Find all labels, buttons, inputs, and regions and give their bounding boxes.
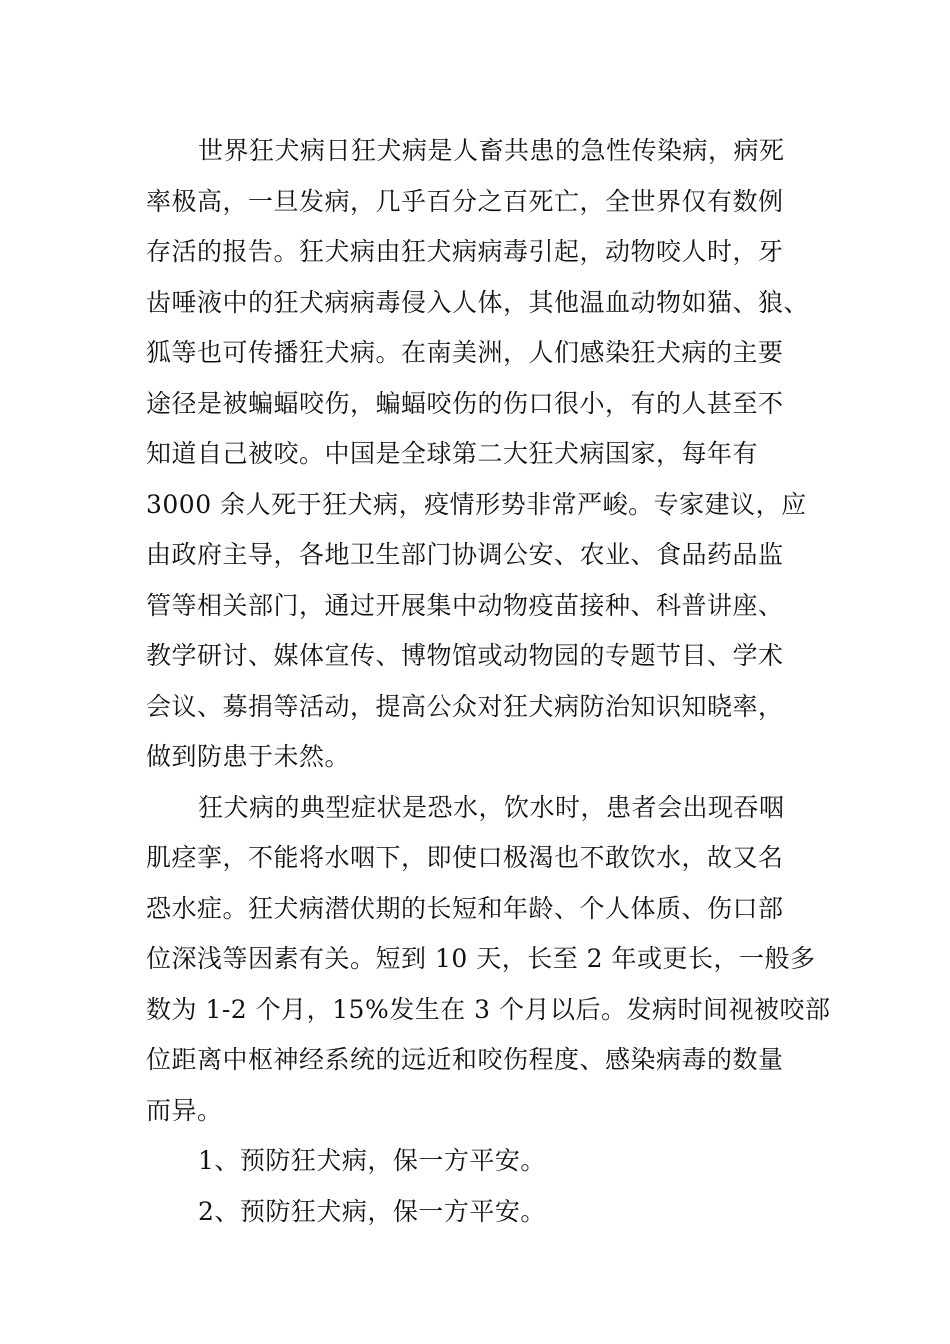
paragraph-line: 位深浅等因素有关。短到 10 天，长至 2 年或更长，一般多 [146, 944, 816, 973]
paragraph-line: 由政府主导，各地卫生部门协调公安、农业、食品药品监 [146, 540, 784, 569]
list-item: 1、预防狂犬病，保一方平安。 [198, 1146, 546, 1175]
paragraph-line: 教学研讨、媒体宣传、博物馆或动物园的专题节目、学术 [146, 641, 784, 670]
paragraph-line: 做到防患于未然。 [146, 742, 351, 771]
list-item: 2、预防狂犬病，保一方平安。 [198, 1196, 546, 1226]
paragraph-line: 齿唾液中的狂犬病病毒侵入人体，其他温血动物如猫、狼、 [146, 287, 810, 317]
paragraph-line: 知道自己被咬。中国是全球第二大狂犬病国家，每年有 [146, 439, 759, 468]
paragraph-line: 而异。 [146, 1095, 223, 1125]
paragraph-line: 位距离中枢神经系统的远近和咬伤程度、感染病毒的数量 [146, 1045, 784, 1074]
document-body [146, 126, 831, 1237]
paragraph-line: 存活的报告。狂犬病由狂犬病病毒引起，动物咬人时，牙 [146, 237, 784, 266]
paragraph-line: 狐等也可传播狂犬病。在南美洲，人们感染狂犬病的主要 [146, 338, 784, 367]
paragraph-line: 途径是被蝙蝠咬伤，蝙蝠咬伤的伤口很小，有的人甚至不 [146, 388, 784, 418]
paragraph-line: 世界狂犬病日狂犬病是人畜共患的急性传染病，病死 [198, 136, 785, 165]
paragraph-line: 肌痉挛，不能将水咽下，即使口极渴也不敢饮水，故又名 [146, 843, 784, 872]
paragraph-line: 数为 1-2 个月，15%发生在 3 个月以后。发病时间视被咬部 [146, 994, 831, 1024]
paragraph-symptoms [146, 783, 831, 1137]
paragraph-line: 3000 余人死于狂犬病，疫情形势非常严峻。专家建议，应 [146, 489, 807, 519]
paragraph-line: 会议、募捐等活动，提高公众对狂犬病防治知识知晓率， [146, 691, 784, 721]
paragraph-line: 管等相关部门，通过开展集中动物疫苗接种、科普讲座、 [146, 590, 784, 620]
paragraph-line: 恐水症。狂犬病潜伏期的长短和年龄、个人体质、伤口部 [146, 893, 784, 923]
paragraph-line: 狂犬病的典型症状是恐水，饮水时，患者会出现吞咽 [198, 792, 785, 822]
slogan-list [146, 1136, 806, 1237]
paragraph-rabies-day [146, 126, 810, 783]
paragraph-line: 率极高，一旦发病，几乎百分之百死亡，全世界仅有数例 [146, 186, 784, 216]
